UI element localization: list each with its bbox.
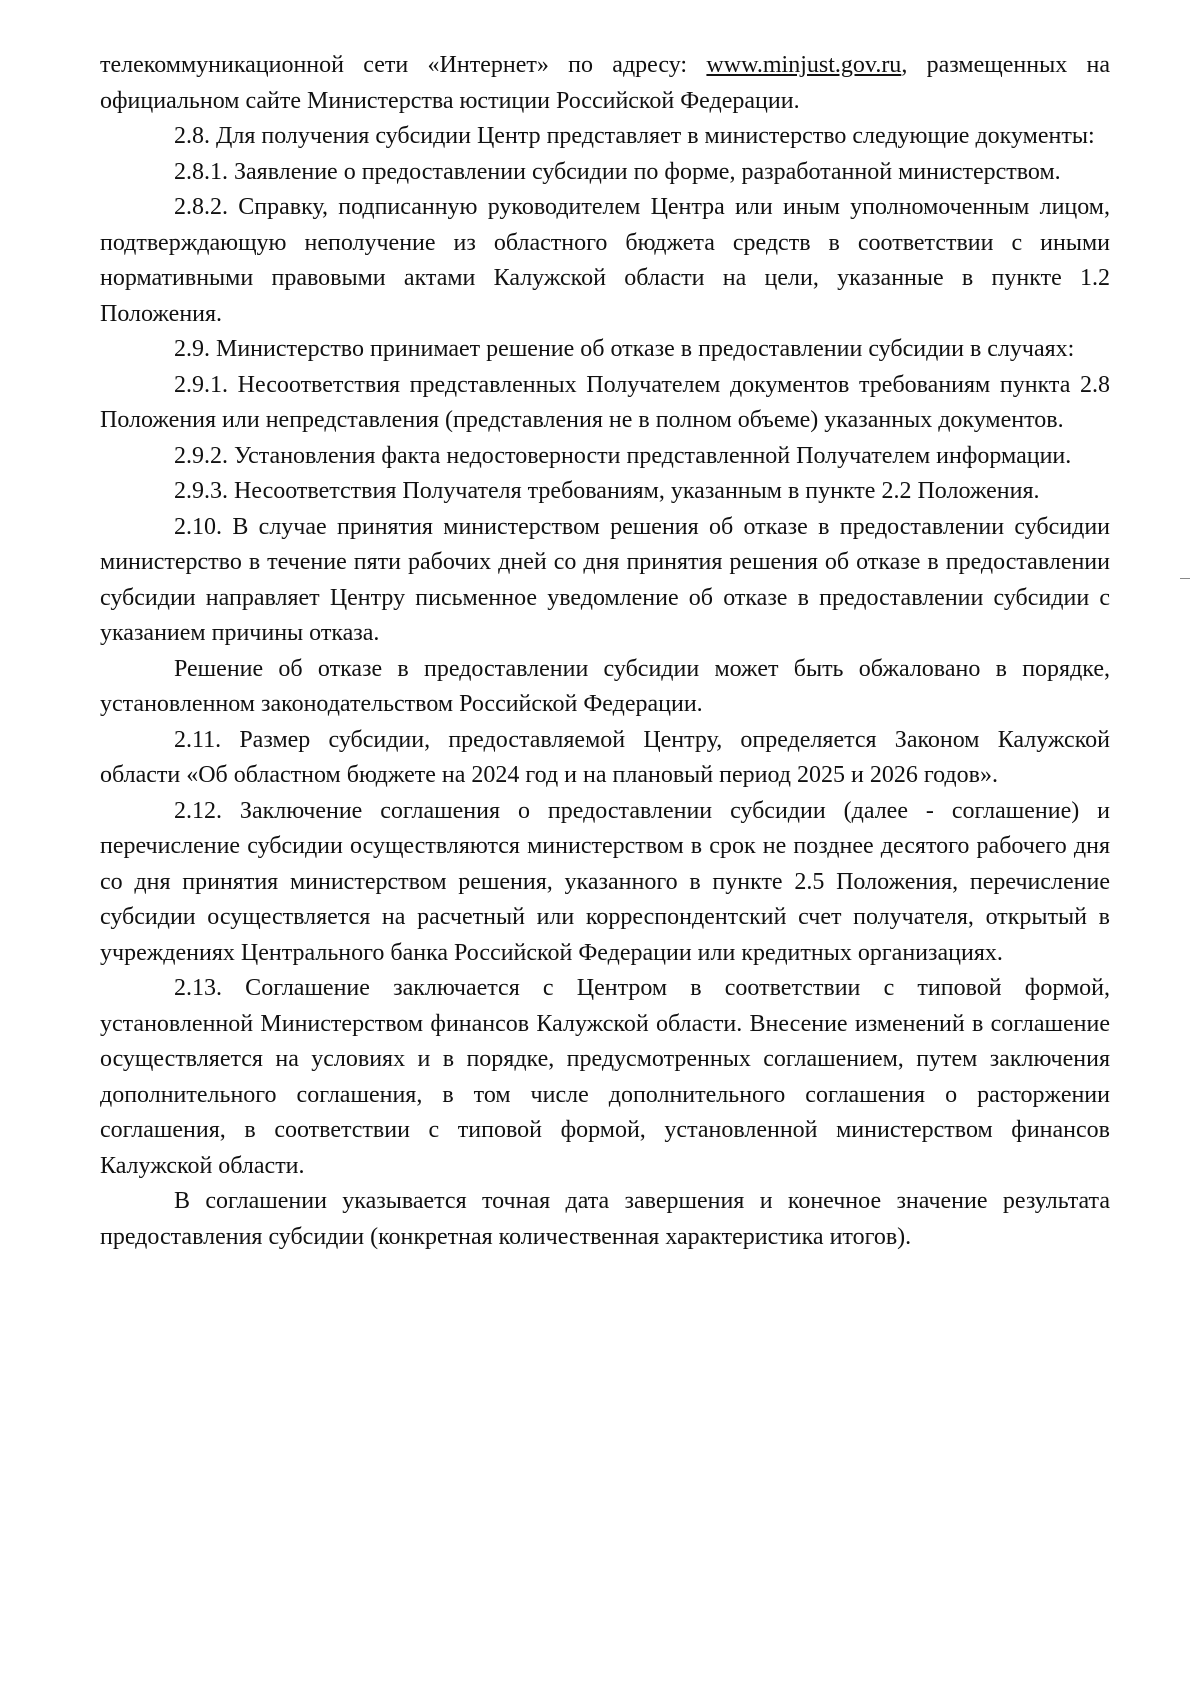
paragraph-2-8-1: 2.8.1. Заявление о предоставлении субсидии по форме, разработанной министерством.	[174, 158, 1061, 185]
paragraph-2-12: 2.12. Заключение соглашения о предоставлении субсидии (далее - соглашение) и перечисление субсидии осуществляются министерством в срок не позднее десятого рабочего дня со дня принятия министерством решения, указанного в пункте 2.5 Положения, перечисление субсидии осуществляется на расчетный или корреспондентский счет получателя, открытый в учреждениях Центрального банка Российской Федерации или кредитных организациях.	[100, 797, 1110, 966]
paragraph-2-11: 2.11. Размер субсидии, предоставляемой Центру, определяется Законом Калужской области «Об областном бюджете на 2024 год и на плановый период 2025 и 2026 годов».	[100, 726, 1110, 788]
paragraph-2-10: 2.10. В случае принятия министерством решения об отказе в предоставлении субсидии министерство в течение пяти рабочих дней со дня принятия решения об отказе в предоставлении субсидии направляет Центру письменное уведомление об отказе в предоставлении субсидии с указанием причины отказа.	[100, 513, 1110, 646]
paragraph-2-13: 2.13. Соглашение заключается с Центром в соответствии с типовой формой, установленной Министерством финансов Калужской области. Внесение изменений в соглашение осуществляется на условиях и в порядке, предусмотренных соглашением, путем заключения дополнительного соглашения, в том числе дополнительного соглашения о расторжении соглашения, в соответствии с типовой формой, установленной министерством финансов Калужской области.	[100, 975, 1110, 1179]
document-body	[100, 48, 1110, 1255]
paragraph-2-9: 2.9. Министерство принимает решение об отказе в предоставлении субсидии в случаях:	[174, 336, 1075, 362]
paragraph-intro	[100, 48, 1110, 119]
paragraph-2-9-1: 2.9.1. Несоответствия представленных Получателем документов требованиям пункта 2.8 Положения или непредставления (представления не в полном объеме) указанных документов.	[100, 371, 1110, 433]
paragraph-2-8: 2.8. Для получения субсидии Центр представляет в министерство следующие документы:	[174, 123, 1095, 149]
minjust-link[interactable]: www.minjust.gov.ru	[706, 52, 902, 78]
paragraph-2-8-2: 2.8.2. Справку, подписанную руководителем Центра или иным уполномоченным лицом, подтверждающую неполучение из областного бюджета средств в соответствии с иными нормативными правовыми актами Калужской области на цели, указанные в пункте 1.2 Положения.	[100, 194, 1110, 327]
paragraph-2-13-result: В соглашении указывается точная дата завершения и конечное значение результата предоставления субсидии (конкретная количественная характеристика итогов).	[100, 1188, 1110, 1250]
paragraph-2-9-3: 2.9.3. Несоответствия Получателя требованиям, указанным в пункте 2.2 Положения.	[174, 478, 1040, 504]
paragraph-2-9-2: 2.9.2. Установления факта недостоверности представленной Получателем информации.	[174, 442, 1072, 469]
intro-text-after: , размещенных на официальном сайте Министерства юстиции Российской Федерации.	[100, 52, 1111, 114]
scan-margin-mark	[1180, 578, 1190, 579]
intro-text-before: телекоммуникационной сети «Интернет» по адресу:	[100, 52, 707, 78]
paragraph-2-10-appeal: Решение об отказе в предоставлении субсидии может быть обжаловано в порядке, установленном законодательством Российской Федерации.	[100, 655, 1110, 717]
